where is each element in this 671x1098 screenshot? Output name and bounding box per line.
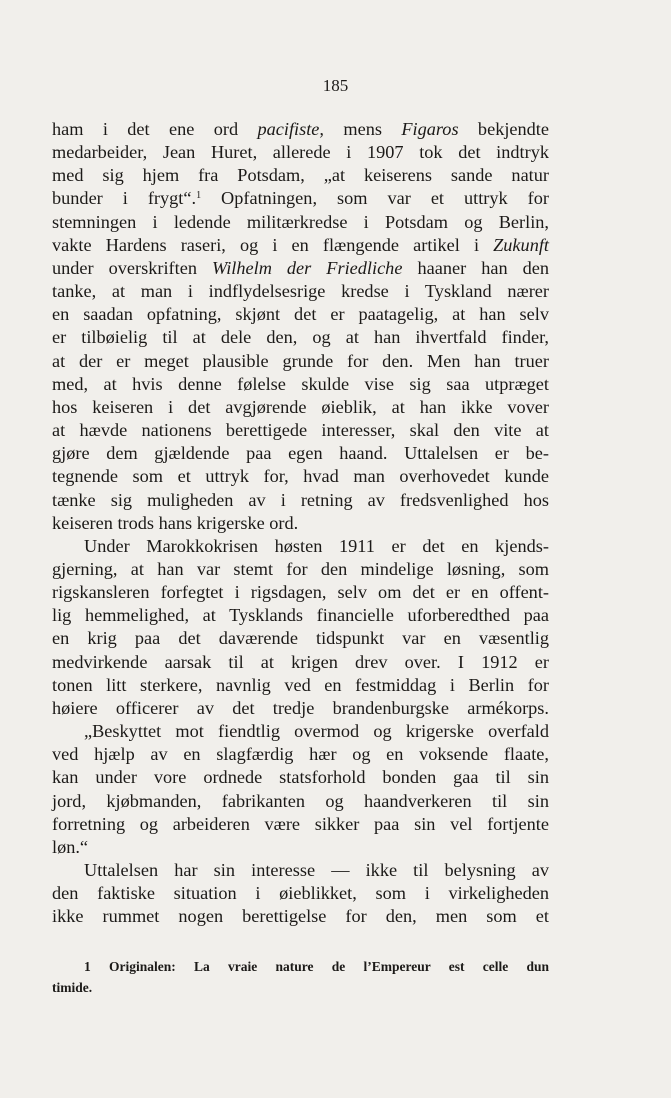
body-text	[52, 118, 549, 928]
text-line: lig hemmelighed, at Tysklands financielle uforberedthed paa	[52, 605, 549, 626]
text-line: den faktiske situation i øieblikket, som i virkeligheden	[52, 883, 549, 904]
text-line: med, at hvis denne følelse skulde vise sig saa utpræget	[52, 373, 549, 394]
page-number: 185	[322, 76, 349, 95]
text-line: forretning og arbeideren være sikker paa sin vel fortjente	[52, 813, 549, 834]
text-line: løn.“	[52, 836, 89, 857]
text-line: tanke, at man i indflydelsesrige kredse i Tyskland nærer	[52, 281, 549, 302]
text-line: kan under vore ordnede statsforhold bonden gaa til sin	[52, 767, 549, 788]
text-line: en saadan opfatning, skjønt det er paatagelig, at han selv	[52, 304, 549, 325]
text-line: at der er meget plausible grunde for den. Men han truer	[52, 350, 549, 371]
text-line: tonen litt sterkere, navnlig ved en festmiddag i Berlin for	[52, 674, 549, 695]
text-line: Under Marokkokrisen høsten 1911 er det en kjends-	[84, 535, 549, 556]
text-line: keiseren trods hans krigerske ord.	[52, 512, 299, 533]
text-line: gjerning, at han var stemt for den mindelige løsning, som	[52, 558, 549, 579]
text-line: jord, kjøbmanden, fabrikanten og haandverkeren til sin	[52, 790, 549, 811]
text-line: gjøre dem gjældende paa egen haand. Uttalelsen er be-	[52, 443, 549, 464]
text-line: ham i det ene ord pacifiste, mens Figaros bekjendte	[52, 119, 549, 139]
footnote-line: timide.	[52, 980, 93, 995]
text-line: medarbeider, Jean Huret, allerede i 1907 tok det indtryk	[52, 142, 549, 163]
text-line: medvirkende aarsak til at krigen drev over. I 1912 er	[52, 651, 549, 672]
text-line: hos keiseren i det avgjørende øieblik, at han ikke vover	[52, 396, 549, 417]
text-line: tænke sig muligheden av i retning av fredsvenlighed hos	[52, 489, 549, 510]
text-line: bunder i frygt“.$^1$ Opfatningen, som var et uttryk for	[52, 188, 549, 209]
text-line: med sig hjem fra Potsdam, „at keiserens sande natur	[52, 165, 549, 186]
text-line: høiere officerer av det tredje brandenburgske armékorps.	[52, 697, 549, 718]
footnote-reference: 1	[196, 190, 202, 202]
text-line: ikke rummet nogen berettigelse for den, men som et	[52, 906, 549, 927]
text-line: Uttalelsen har sin interesse — ikke til belysning av	[84, 860, 549, 880]
text-line: stemningen i ledende militærkredse i Potsdam og Berlin,	[52, 211, 549, 232]
text-line: en krig paa det daværende tidspunkt var en væsentlig	[52, 628, 549, 649]
text-line: at hævde nationens berettigede interesser, skal den vite at	[52, 420, 549, 441]
text-line: under overskriften Wilhelm der Friedliche haaner han den	[52, 257, 549, 278]
text-line: rigskansleren forfegtet i rigsdagen, selv om det er en offent-	[52, 582, 549, 603]
text-line: „Beskyttet mot fiendtlig overmod og krigerske overfald	[84, 721, 549, 742]
text-line: tegnende som et uttryk for, hvad man overhovedet kunde	[52, 466, 549, 487]
footnote-line: 1 Originalen: La vraie nature de l’Empereur est celle dun	[84, 959, 550, 974]
text-line: ved hjælp av en slagfærdig hær og en voksende flaate,	[52, 744, 549, 765]
text-line: er tilbøielig til at dele den, og at han ihvertfald finder,	[52, 327, 549, 348]
footnote	[52, 956, 549, 998]
footnote-marker: 1	[84, 959, 91, 974]
text-line: vakte Hardens raseri, og i en flængende artikel i Zukunft	[52, 234, 549, 255]
